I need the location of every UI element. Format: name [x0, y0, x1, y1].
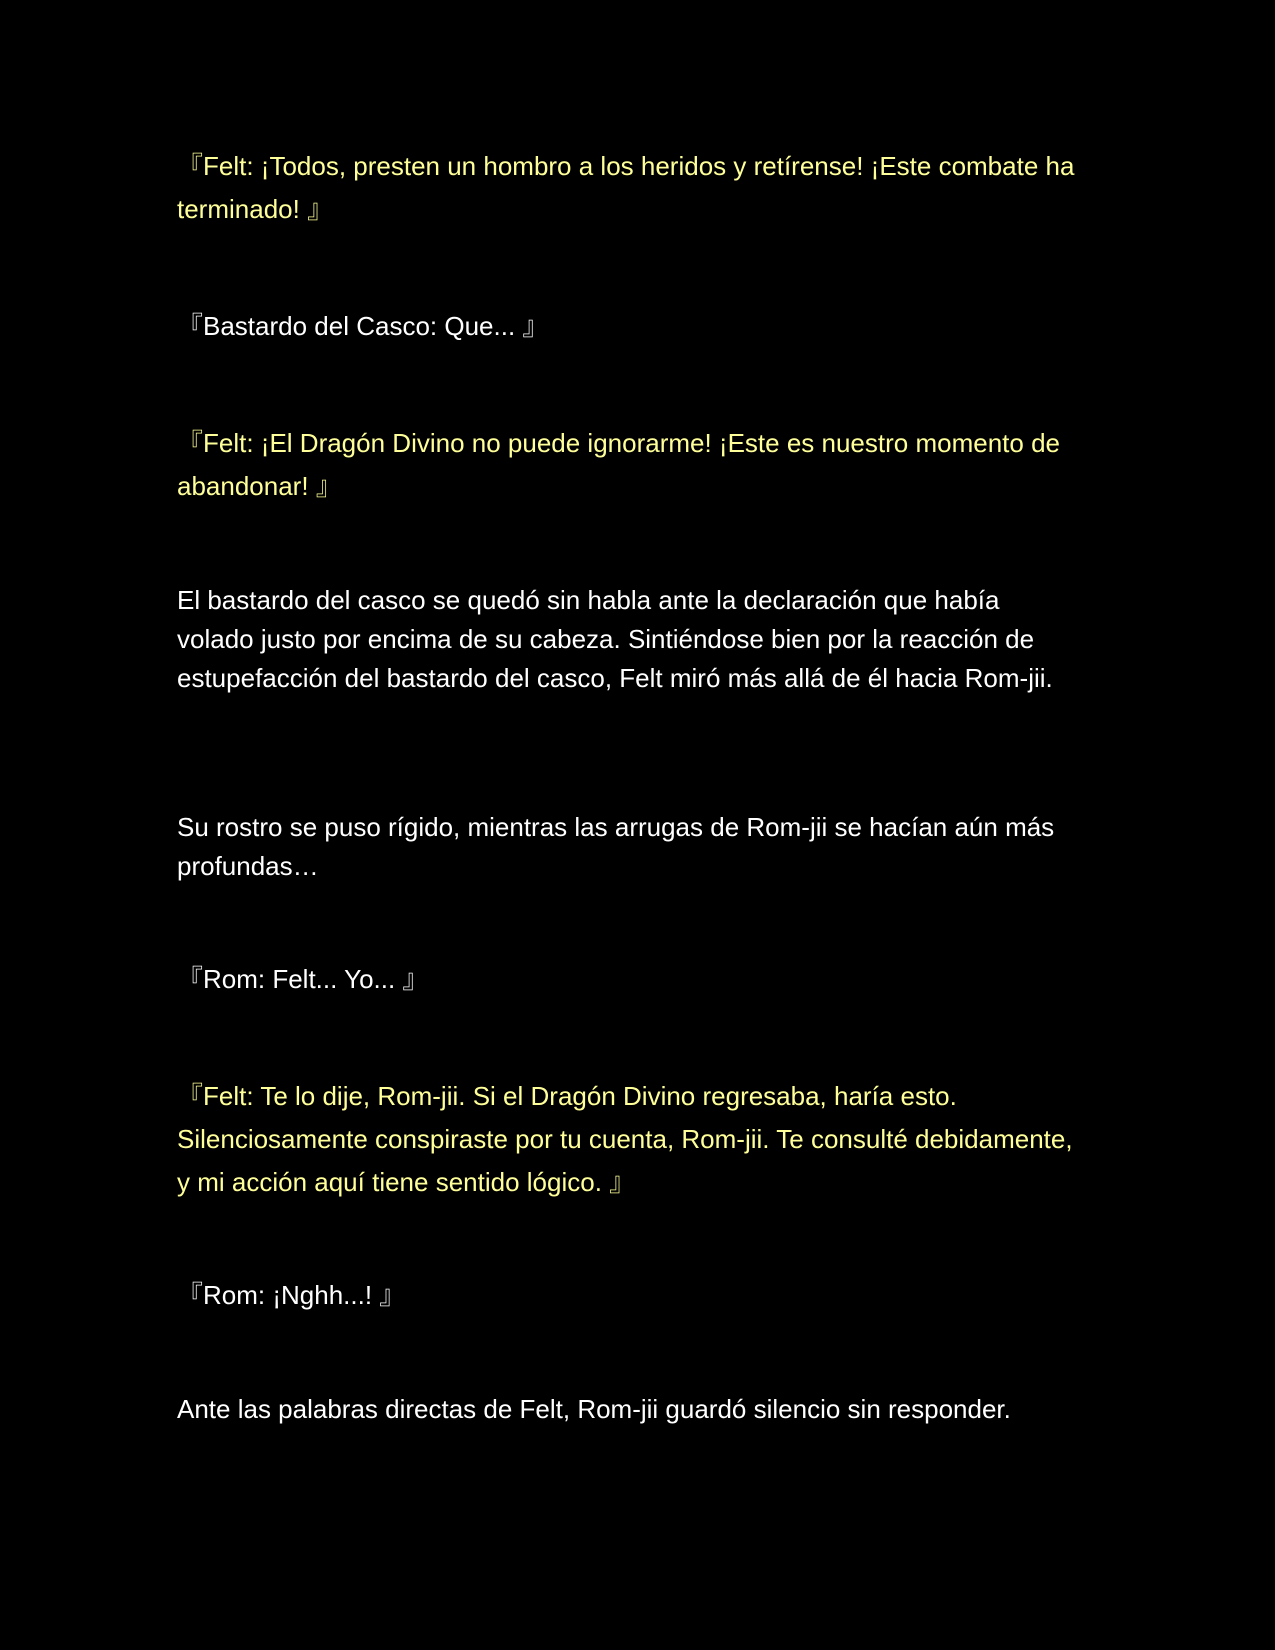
dialogue-bastardo-1: 『Bastardo del Casco: Que... 』 [177, 311, 549, 341]
narration-paragraph-2: Su rostro se puso rígido, mientras las arrugas de Rom-jii se hacían aún más profundas… [177, 812, 1055, 881]
dialogue-felt-3: 『Felt: Te lo dije, Rom-jii. Si el Dragón Divino regresaba, haría esto. Silenciosamente conspiraste por tu cuenta, Rom-jii. Te consulté debidamente, y mi acción aquí tiene sentido lógico. 』 [177, 1081, 1073, 1197]
narration-paragraph-1: El bastardo del casco se quedó sin habla ante la declaración que había volado justo por encima de su cabeza. Sintiéndose bien por la reacción de estupefacción del bastardo del casco, Felt miró más allá de él hacia Rom-jii. [177, 585, 1053, 693]
dialogue-felt-2: 『Felt: ¡El Dragón Divino no puede ignorarme! ¡Este es nuestro momento de abandonar! 』 [177, 428, 1060, 501]
dialogue-felt-1: 『Felt: ¡Todos, presten un hombro a los heridos y retírense! ¡Este combate ha terminado! 』 [177, 151, 1075, 224]
dialogue-rom-2: 『Rom: ¡Nghh...! 』 [177, 1280, 406, 1310]
narration-paragraph-3: Ante las palabras directas de Felt, Rom-jii guardó silencio sin responder. [177, 1394, 1011, 1424]
dialogue-rom-1: 『Rom: Felt... Yo... 』 [177, 964, 429, 994]
